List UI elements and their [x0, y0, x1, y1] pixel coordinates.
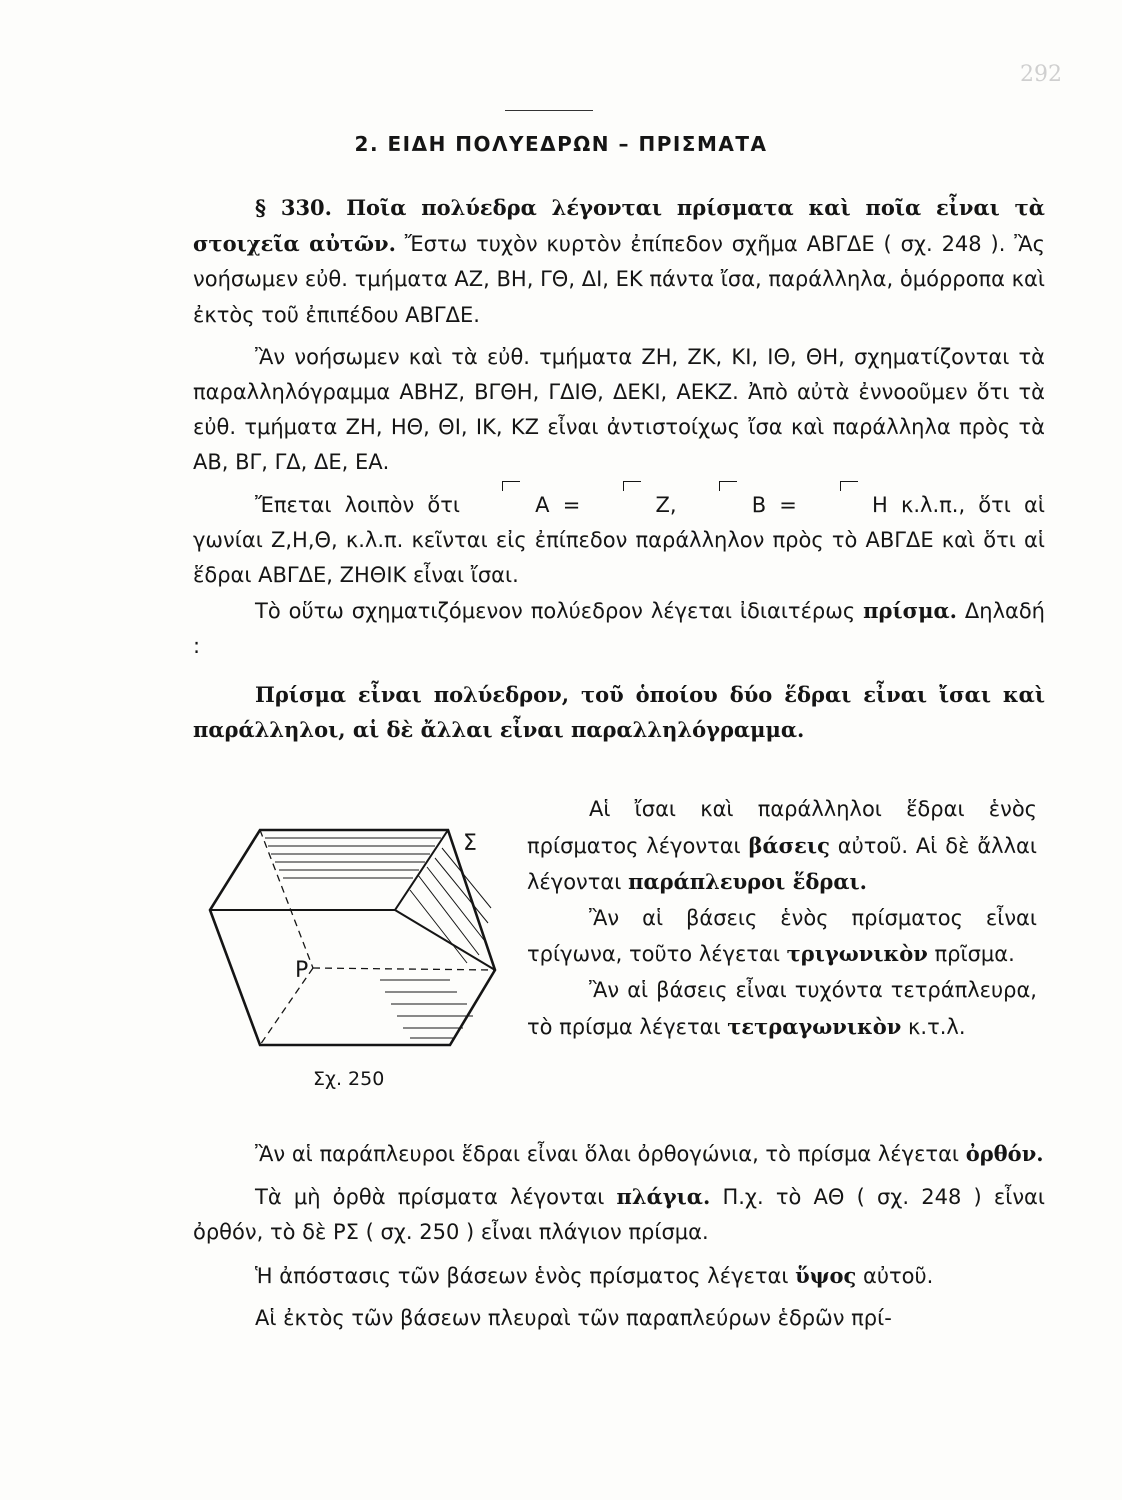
- label-s: Σ: [463, 831, 477, 856]
- term-bases: βάσεις: [748, 832, 830, 858]
- angle-b: Β: [690, 488, 766, 523]
- right-paragraph-2: [527, 901, 1037, 973]
- r2-start: Ἂν αἱ βάσεις ἑνὸς πρίσματος εἶναι τρίγωνα, τοῦτο λέγεται: [527, 905, 1037, 967]
- r2-end: πρῖσμα.: [927, 942, 1015, 967]
- right-paragraph-1: [527, 792, 1037, 901]
- r3-start: Ἂν αἱ βάσεις εἶναι τυχόντα τετράπλευρα, τὸ πρίσμα λέγεται: [527, 977, 1037, 1039]
- right-column: [527, 792, 1037, 1045]
- section-number: § 330.: [255, 195, 332, 220]
- term-quadrangular: τετραγωνικὸν: [727, 1013, 902, 1039]
- closing-paragraphs: [193, 1136, 1045, 1336]
- paragraph-1: [193, 190, 1045, 333]
- r1-mid: αὐτοῦ. Αἱ δὲ ἄλλαι λέγονται: [527, 833, 1037, 895]
- paragraph-1-text: Ἔστω τυχὸν κυρτὸν ἐπίπεδον σχῆμα ΑΒΓΔΕ ( σχ. 248 ). Ἂς νοήσωμεν εὐθ. τμήματα ΑΖ, ΒΗ, ΓΘ, ΔΙ, ΕΚ πάντα ἴσα, παράλληλα, ὁμόρροπα καὶ ἐκτὸς τοῦ ἐπιπέδου ΑΒΓΔΕ.: [193, 232, 1045, 327]
- section-title: Ποῖα πολύεδρα λέγονται πρίσματα καὶ ποῖα εἶναι τὰ στοιχεῖα αὐτῶν.: [193, 195, 1045, 257]
- term-oblique: πλάγια.: [616, 1184, 711, 1210]
- separator: ,: [669, 492, 690, 517]
- front-right-edge: [395, 910, 495, 970]
- page-heading: 2. ΕΙΔΗ ΠΟΛΥΕΔΡΩΝ – ΠΡΙΣΜΑΤΑ: [354, 132, 768, 156]
- definition: Πρίσμα εἶναι πολύεδρον, τοῦ ὁποίου δύο ἕδραι εἶναι ἴσαι καὶ παράλληλοι, αἱ δὲ ἄλλαι εἶναι παραλληλόγραμμα.: [193, 681, 1045, 742]
- equals-2: =: [766, 492, 811, 517]
- term-height: ὕψος: [795, 1262, 857, 1288]
- right-paragraph-3: [527, 973, 1037, 1045]
- page-number: 292: [1020, 62, 1062, 87]
- paragraph-3-start: Ἔπεται λοιπὸν ὅτι: [255, 492, 460, 517]
- paragraph-4: [193, 593, 1045, 664]
- a3-end: αὐτοῦ.: [856, 1263, 934, 1288]
- a1-start: Ἂν αἱ παράπλευροι ἕδραι εἶναι ὅλαι ὀρθογώνια, τὸ πρίσμα λέγεται: [255, 1142, 960, 1166]
- term-prism: πρίσμα.: [863, 598, 957, 624]
- paragraph-3: [193, 488, 1045, 594]
- r1-start: Αἱ ἴσαι καὶ παράλληλοι ἕδραι ἑνὸς πρίσματος λέγονται: [527, 797, 1037, 858]
- paragraph-4-start: Τὸ οὕτω σχηματιζόμενον πολύεδρον λέγεται ἰδιαιτέρως: [255, 599, 856, 624]
- section-body: [193, 190, 1045, 747]
- term-right: ὀρθόν.: [965, 1141, 1044, 1166]
- prism-drawing: [205, 820, 505, 1065]
- after-paragraph-1: [193, 1136, 1045, 1172]
- r3-end: κ.τ.λ.: [901, 1014, 966, 1039]
- a2-end: Π.χ. τὸ ΑΘ ( σχ. 248 ) εἶναι ὀρθόν, τὸ δὲ ΡΣ ( σχ. 250 ) εἶναι πλάγιον πρίσμα.: [193, 1185, 1045, 1245]
- term-triangular: τριγωνικὸν: [786, 941, 928, 967]
- paragraph-2: Ἂν νοήσωμεν καὶ τὰ εὐθ. τμήματα ΖΗ, ΖΚ, ΚΙ, ΙΘ, ΘΗ, σχηματίζονται τὰ παραλληλόγραμμα ΑΒΗΖ, ΒΓΘΗ, ΓΔΙΘ, ΔΕΚΙ, ΑΕΚΖ. Ἀπὸ αὐτὰ ἐννοοῦμεν ὅτι τὰ εὐθ. τμήματα ΖΗ, ΗΘ, ΘΙ, ΙΚ, ΚΖ εἶναι ἀντιστοίχως ἴσα καὶ παράλληλα πρὸς τὰ ΑΒ, ΒΓ, ΓΔ, ΔΕ, ΕΑ.: [193, 344, 1045, 475]
- angle-h: Η: [810, 488, 888, 523]
- term-lateral-faces: παράπλευροι ἕδραι.: [628, 869, 867, 895]
- equals-1: =: [549, 492, 594, 517]
- shading-hatch: [265, 838, 491, 1038]
- a2-start: Τὰ μὴ ὀρθὰ πρίσματα λέγονται: [255, 1185, 605, 1210]
- top-rule: [505, 110, 593, 111]
- hidden-edge-3: [313, 968, 495, 970]
- after-paragraph-3: [193, 1258, 1045, 1294]
- hidden-edge-1: [260, 830, 313, 968]
- prism-figure: [205, 820, 505, 1090]
- label-p: Ρ: [295, 958, 309, 983]
- after-paragraph-2: [193, 1179, 1045, 1250]
- a3-start: Ἡ ἀπόστασις τῶν βάσεων ἑνὸς πρίσματος λέγεται: [255, 1263, 789, 1288]
- figure-caption: Σχ. 250: [313, 1068, 385, 1090]
- angle-a: Α: [473, 488, 549, 523]
- angle-z: Ζ: [593, 488, 669, 523]
- after-paragraph-4: Αἱ ἐκτὸς τῶν βάσεων πλευραὶ τῶν παραπλεύρων ἑδρῶν πρί-: [255, 1305, 892, 1330]
- paragraph-4-end: Δηλαδή :: [193, 599, 1045, 659]
- paragraph-3-end: κ.λ.π., ὅτι αἱ γωνίαι Ζ,Η,Θ, κ.λ.π. κεῖνται εἰς ἐπίπεδον παράλληλον πρὸς τὸ ΑΒΓΔΕ καὶ ὅτι αἱ ἕδραι ΑΒΓΔΕ, ΖΗΘΙΚ εἶναι ἴσαι.: [193, 492, 1045, 588]
